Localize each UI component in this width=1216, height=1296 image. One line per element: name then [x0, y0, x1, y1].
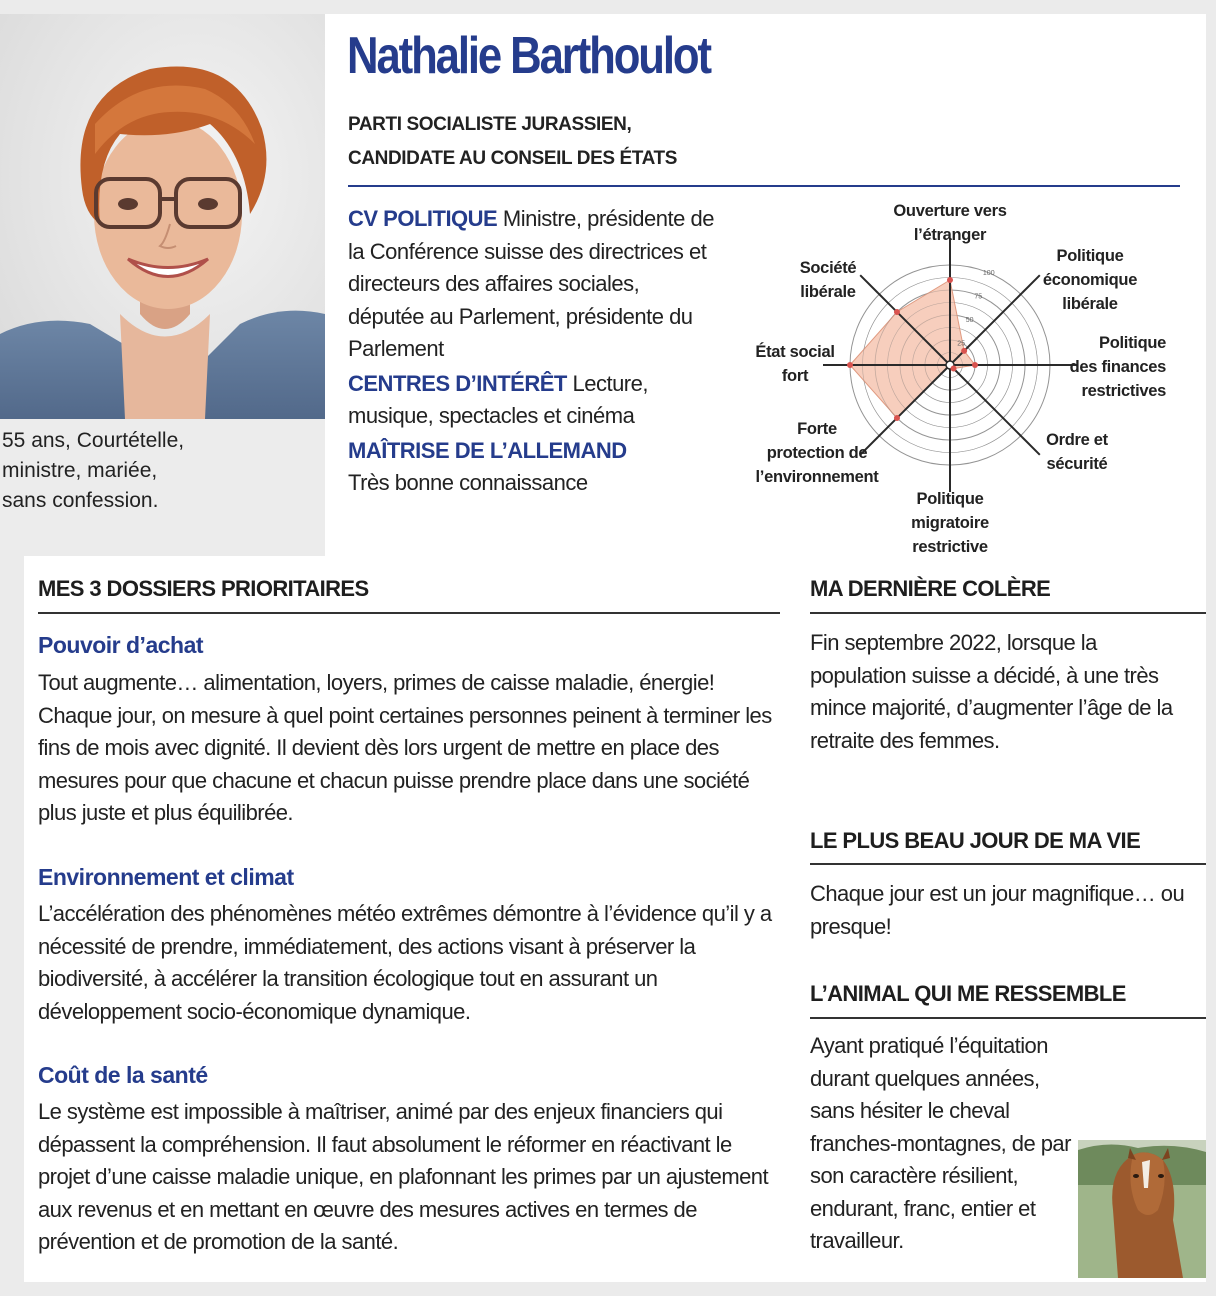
radar-point [947, 277, 953, 283]
interests-text: Lecture, musique, spectacles et cinéma [348, 370, 648, 428]
interests-heading: CENTRES D’INTÉRÊT [348, 370, 567, 396]
animal-text: Ayant pratiqué l’équitation durant quelques années, sans hésiter le cheval franches-montagnes, de par son caractère résilient, endurant, franc, entier et travailleur. [810, 1033, 1071, 1253]
radar-point [972, 362, 978, 368]
radar-label-ordre [1037, 428, 1117, 476]
radar-tick-label: 50 [965, 316, 974, 324]
radar-label-line: l’étranger [913, 226, 987, 244]
radar-label-finances [1062, 331, 1166, 403]
radar-point [894, 415, 900, 421]
beau-jour-heading: LE PLUS BEAU JOUR DE MA VIE [810, 828, 1141, 853]
radar-label-line: restrictives [1081, 382, 1166, 400]
radar-tick-label: 100 [982, 269, 995, 277]
horse-photo [1078, 1140, 1206, 1278]
candidate-name: Nathalie Barthoulot [347, 27, 710, 85]
candidate-bio [2, 426, 322, 516]
radar-point [847, 362, 853, 368]
dossier-text: Tout augmente… alimentation, loyers, primes de caisse maladie, énergie! Chaque jour, on mesure à quel point certaines personnes peinent à terminer les fins de mois avec dignité. Il devient dès lors urgent de mettre en place des mesures pour que chacune et chacun puisse prendre place dans une société plus juste et plus équilibrée. [38, 670, 772, 825]
radar-label-line: Ouverture vers [893, 202, 1007, 220]
radar-label-line: protection de [766, 444, 868, 462]
radar-label-line: Forte [797, 420, 837, 438]
cv-block [348, 203, 718, 502]
colere-rule [810, 612, 1206, 614]
radar-point [951, 366, 957, 372]
radar-label-line: économique [1042, 271, 1138, 289]
colere-text: Fin septembre 2022, lorsque la population suisse a décidé, à une très mince majorité, d’augmenter l’âge de la retraite des femmes. [810, 630, 1173, 753]
radar-label-societe [788, 256, 868, 304]
radar-label-line: Politique [1099, 334, 1166, 352]
party-affiliation [348, 108, 677, 176]
radar-label-line: migratoire [911, 514, 989, 532]
party-line: CANDIDATE AU CONSEIL DES ÉTATS [348, 148, 677, 169]
radar-label-migratoire [900, 487, 1000, 559]
animal-rule [810, 1017, 1206, 1019]
radar-label-line: Société [799, 259, 857, 277]
radar-label-line: fort [781, 367, 809, 385]
party-line: PARTI SOCIALISTE JURASSIEN, [348, 114, 632, 135]
radar-label-line: État social [755, 343, 835, 361]
cv-politique [348, 203, 718, 366]
dossier-text: L’accélération des phénomènes météo extrêmes démontre à l’évidence qu’il y a nécessité de prendre, immédiatement, des actions visant à préserver la biodiversité, à accélérer la transition écologique tout en assurant un développement socio-économique dynamique. [38, 901, 772, 1024]
beau-jour-rule [810, 863, 1206, 865]
dossier-title: Pouvoir d’achat [38, 632, 204, 658]
cv-heading: CV POLITIQUE [348, 206, 498, 231]
cv-german [348, 435, 718, 500]
radar-label-line: libérale [800, 283, 856, 301]
radar-spoke-ext [1022, 275, 1040, 293]
german-heading: MAÎTRISE DE L’ALLEMAND [348, 437, 627, 463]
animal-heading: L’ANIMAL QUI ME RESSEMBLE [810, 981, 1126, 1006]
dossier-title: Environnement et climat [38, 864, 294, 890]
dossier-text: Le système est impossible à maîtriser, animé par des enjeux financiers qui dépassent la compréhension. Il faut absolument le réformer en réactivant le projet d’une caisse maladie unique, en plafonnant les primes par un ajustement aux revenus et en mettant en œuvre des mesures actives en termes de prévention et de promotion de la santé. [38, 1099, 769, 1254]
header-divider [348, 185, 1180, 187]
german-text: Très bonne connaissance [348, 470, 588, 495]
dossiers-heading: MES 3 DOSSIERS PRIORITAIRES [38, 576, 369, 601]
dossiers-rule [38, 612, 780, 614]
radar-label-environnement [746, 417, 888, 489]
bio-line: sans confession. [2, 489, 159, 512]
cv-interests [348, 368, 718, 433]
radar-point [894, 309, 900, 315]
dossier-title: Coût de la santé [38, 1062, 208, 1088]
cv-text: Ministre, présidente de la Conférence suisse des directrices et directeurs des affaires sociales, députée au Parlement, présidente du Parlement [348, 206, 714, 361]
beau-jour-text: Chaque jour est un jour magnifique… ou presque! [810, 881, 1185, 939]
radar-tick-label: 75 [974, 293, 983, 301]
radar-label-line: libérale [1062, 295, 1118, 313]
colere-heading: MA DERNIÈRE COLÈRE [810, 576, 1051, 601]
radar-label-line: Politique [916, 490, 984, 508]
radar-tick-label: 25 [957, 340, 965, 348]
radar-label-line: sécurité [1046, 455, 1108, 473]
radar-label-line: des finances [1069, 358, 1166, 376]
radar-label-line: l’environnement [755, 468, 879, 486]
radar-label-line: restrictive [912, 538, 988, 556]
bio-line: ministre, mariée, [2, 459, 158, 482]
bio-line: 55 ans, Courtételle, [2, 429, 185, 452]
portrait-photo [0, 14, 325, 419]
radar-label-line: Politique [1056, 247, 1124, 265]
radar-label-ouverture [880, 199, 1020, 247]
smartspider-chart [740, 195, 1200, 560]
radar-label-etat-social [748, 340, 842, 388]
radar-label-economique [1040, 244, 1140, 316]
radar-point [961, 348, 967, 354]
radar-label-line: Ordre et [1046, 431, 1108, 449]
